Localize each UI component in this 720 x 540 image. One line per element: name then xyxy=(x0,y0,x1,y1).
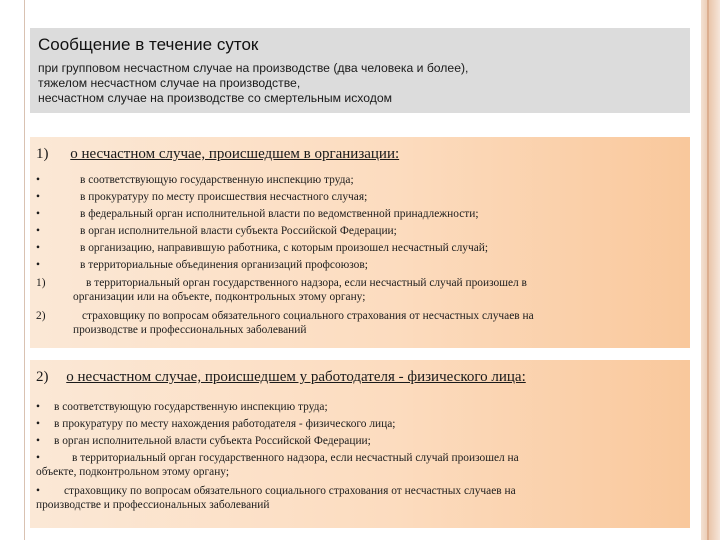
header-line-2: тяжелом несчастном случае на производстве, xyxy=(38,76,301,90)
section-heading xyxy=(36,368,526,386)
bullet-marker: • xyxy=(36,452,40,464)
list-item-text: в соответствующую государственную инспекцию труда; xyxy=(54,401,328,413)
header-line-3: несчастном случае на производстве со смертельным исходом xyxy=(38,91,393,105)
numbered-item-line-1: страховщику по вопросам обязательного социального страхования от несчастных случаев на xyxy=(82,310,534,322)
bullet-marker: • xyxy=(36,401,40,413)
bullet-marker: • xyxy=(36,191,40,203)
list-item-text: в территориальные объединения организаций профсоюзов; xyxy=(80,259,368,271)
list-item-text: в прокуратуру по месту нахождения работодателя - физического лица; xyxy=(54,418,396,430)
header-box xyxy=(30,28,690,113)
decorative-side-stripe xyxy=(701,0,720,540)
list-item-line-1: страховщику по вопросам обязательного социального страхования от несчастных случаев на xyxy=(64,485,516,497)
list-item-text: в орган исполнительной власти субъекта Российской Федерации; xyxy=(80,225,397,237)
section-title: о несчастном случае, происшедшем в организации: xyxy=(70,146,400,162)
numbered-item xyxy=(36,276,686,304)
list-item-line-1: в территориальный орган государственного надзора, если несчастный случай произошел на xyxy=(72,452,519,464)
list-item xyxy=(36,400,686,414)
list-item xyxy=(36,434,686,448)
list-item-line-2: производстве и профессиональных заболеваний xyxy=(36,499,270,512)
list-item xyxy=(36,207,686,221)
item-number: 2) xyxy=(36,310,46,322)
section-number: 1) xyxy=(36,146,49,162)
header-line-1: при групповом несчастном случае на производстве (два человека и более), xyxy=(38,61,469,75)
list-item xyxy=(36,241,686,255)
bullet-marker: • xyxy=(36,418,40,430)
bullet-marker: • xyxy=(36,435,40,447)
list-item xyxy=(36,224,686,238)
list-item-text: в организацию, направившую работника, с которым произошел несчастный случай; xyxy=(80,242,489,254)
left-rule xyxy=(24,0,25,540)
list-item xyxy=(36,451,686,479)
numbered-item-line-2: производстве и профессиональных заболеваний xyxy=(73,324,307,337)
list-item-text: в соответствующую государственную инспекцию труда; xyxy=(80,174,354,186)
numbered-item xyxy=(36,309,686,337)
section-individual-employer xyxy=(30,360,690,528)
numbered-item-line-1: в территориальный орган государственного надзора, если несчастный случай произошел в xyxy=(86,277,527,289)
list-item xyxy=(36,173,686,187)
slide-title: Сообщение в течение суток xyxy=(38,35,259,54)
bullet-marker: • xyxy=(36,174,40,186)
list-item-text: в прокуратуру по месту происшествия несчастного случая; xyxy=(80,191,368,203)
bullet-marker: • xyxy=(36,485,40,497)
section-number: 2) xyxy=(36,369,49,385)
bullet-marker: • xyxy=(36,242,40,254)
list-item-line-2: объекте, подконтрольном этому органу; xyxy=(36,466,230,479)
section-title: о несчастном случае, происшедшем у работодателя - физического лица: xyxy=(66,369,526,385)
list-item xyxy=(36,258,686,272)
list-item-text: в орган исполнительной власти субъекта Российской Федерации; xyxy=(54,435,371,447)
bullet-marker: • xyxy=(36,225,40,237)
list-item-text: в федеральный орган исполнительной власти по ведомственной принадлежности; xyxy=(80,208,479,220)
list-item xyxy=(36,484,686,512)
bullet-marker: • xyxy=(36,259,40,271)
list-item xyxy=(36,417,686,431)
item-number: 1) xyxy=(36,277,46,289)
list-item xyxy=(36,190,686,204)
section-organization xyxy=(30,137,690,348)
section-heading xyxy=(36,145,399,163)
numbered-item-line-2: организации или на объекте, подконтрольных этому органу; xyxy=(73,291,366,304)
bullet-marker: • xyxy=(36,208,40,220)
